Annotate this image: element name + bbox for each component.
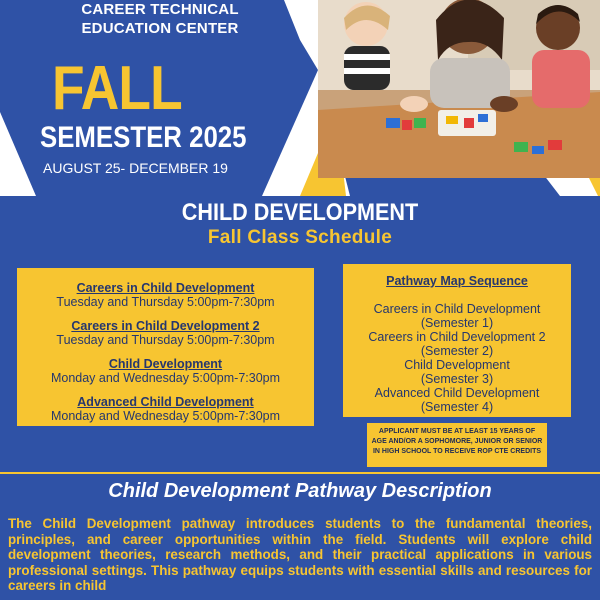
pathway-map-box	[343, 264, 571, 417]
children-photo	[318, 0, 600, 178]
pathway-semester: (Semester 3)	[420, 372, 494, 386]
course-name: Careers in Child Development 2	[71, 319, 260, 333]
eligibility-note-box	[367, 423, 547, 467]
center-name-line1: CAREER TECHNICAL	[81, 1, 239, 18]
white-wedge-top	[284, 0, 318, 70]
center-name	[40, 0, 280, 38]
description-heading: Child Development Pathway Description	[108, 480, 492, 502]
semester-heading: SEMESTER 2025	[40, 121, 247, 154]
pathway-semester: (Semester 4)	[420, 400, 494, 414]
pathway-item	[343, 330, 571, 358]
center-name-line2: EDUCATION CENTER	[81, 20, 239, 37]
course-name: Child Development	[108, 357, 223, 371]
pathway-course: Child Development	[404, 358, 510, 372]
pathway-item	[343, 358, 571, 386]
fall-heading: FALL	[52, 54, 182, 123]
course-name: Careers in Child Development	[76, 281, 255, 295]
pathway-list	[343, 302, 571, 414]
course-item	[17, 319, 314, 347]
course-item	[17, 281, 314, 309]
course-item	[17, 395, 314, 423]
pathway-item	[343, 386, 571, 414]
program-subtitle: Fall Class Schedule	[207, 227, 393, 248]
semester-dates: AUGUST 25- DECEMBER 19	[43, 160, 228, 176]
eligibility-note: APPLICANT MUST BE AT LEAST 15 YEARS OF AGE AND/OR A SOPHOMORE, JUNIOR OR SENIOR IN HIGH SCHOOL TO RECEIVE ROP CTE CREDITS	[371, 428, 543, 455]
pathway-item	[343, 302, 571, 330]
course-name: Advanced Child Development	[77, 395, 254, 409]
course-time: Tuesday and Thursday 5:00pm-7:30pm	[56, 295, 275, 309]
pathway-course: Careers in Child Development 2	[368, 330, 546, 344]
class-schedule-box	[17, 268, 314, 426]
pathway-semester: (Semester 2)	[420, 344, 494, 358]
description-text: The Child Development pathway introduces students to the fundamental theories, principles, and career opportunities within the field. Students will explore child development theories, research methods, and their practical applications in various professional settings. This pathway equips students with essential skills and resources for careers in child	[8, 516, 592, 594]
course-time: Monday and Wednesday 5:00pm-7:30pm	[50, 371, 281, 385]
course-time: Tuesday and Thursday 5:00pm-7:30pm	[56, 333, 275, 347]
course-item	[17, 357, 314, 385]
program-title: CHILD DEVELOPMENT	[181, 199, 419, 226]
pathway-course: Advanced Child Development	[374, 386, 540, 400]
pathway-course: Careers in Child Development	[373, 302, 541, 316]
white-triangle-left	[0, 112, 36, 196]
pathway-semester: (Semester 1)	[420, 316, 494, 330]
pathway-heading: Pathway Map Sequence	[386, 274, 528, 288]
course-time: Monday and Wednesday 5:00pm-7:30pm	[50, 409, 281, 423]
